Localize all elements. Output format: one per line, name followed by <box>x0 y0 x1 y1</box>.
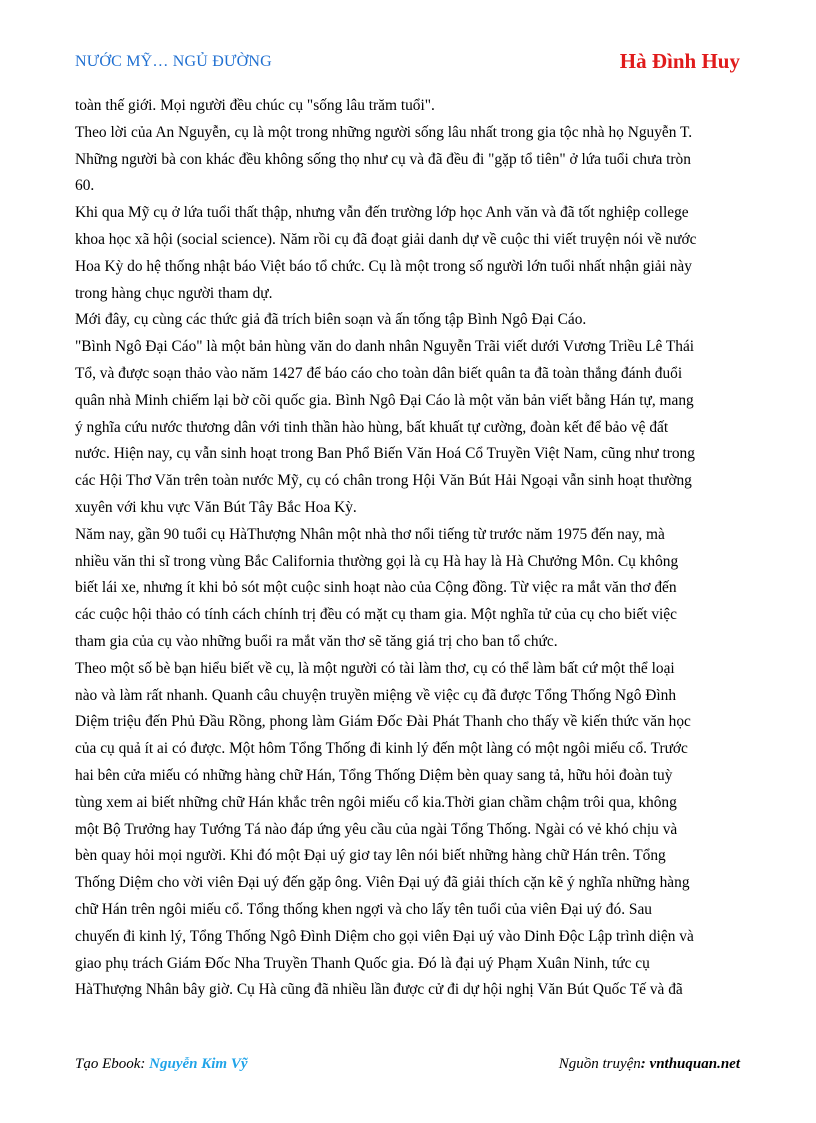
body-line: chuyến đi kinh lý, Tổng Thống Ngô Đình Diệm cho gọi viên Đại uý vào Dinh Độc Lập trình diện và <box>75 927 694 945</box>
body-line: hai bên cửa miếu có những hàng chữ Hán, Tổng Thống Diệm bèn quay sang tả, hữu hỏi đoàn tuỳ <box>75 766 673 784</box>
body-line: khoa học xã hội (social science). Năm rồi cụ đã đoạt giải danh dự về cuộc thi viết truyện nói về nước <box>75 230 697 248</box>
body-line: các Hội Thơ Văn trên toàn nước Mỹ, cụ có chân trong Hội Văn Bút Hải Ngoại vẫn sinh hoạt thường <box>75 472 692 490</box>
body-line: tham gia của cụ vào những buổi ra mắt văn thơ sẽ tăng giá trị cho ban tổ chức. <box>75 632 558 650</box>
body-line: Những người bà con khác đều không sống thọ như cụ và đã đều đi "gặp tổ tiên" ở lứa tuổi chưa tròn <box>75 150 691 168</box>
source-credit <box>559 1056 740 1073</box>
book-title: NƯỚC MỸ… NGỦ ĐƯỜNG <box>75 53 272 70</box>
body-line: các cuộc hội thảo có tính cách chính trị đều có mặt cụ tham gia. Một nghĩa tử của cụ cho biết việc <box>75 606 677 624</box>
source-site: vnthuquan.net <box>649 1056 740 1072</box>
body-line: Theo lời của An Nguyễn, cụ là một trong những người sống lâu nhất trong gia tộc nhà họ Nguyễn T. <box>75 123 693 141</box>
body-line: Diệm triệu đến Phủ Đầu Rồng, phong làm Giám Đốc Đài Phát Thanh cho thấy về kiến thức văn học <box>75 713 691 731</box>
body-line: nhiều văn thi sĩ trong vùng Bắc California thường gọi là cụ Hà hay là Hà Chưởng Môn. Cụ không <box>75 552 679 570</box>
body-line: "Bình Ngô Đại Cáo" là một bản hùng văn do danh nhân Nguyễn Trãi viết dưới Vương Triều Lê Thái <box>75 338 695 356</box>
body-line: toàn thế giới. Mọi người đều chúc cụ "sống lâu trăm tuổi". <box>75 97 435 114</box>
body-line: Hoa Kỳ do hệ thống nhật báo Việt báo tổ chức. Cụ là một trong số người lớn tuổi nhất nhận giải này <box>75 257 692 275</box>
body-text <box>75 93 755 1004</box>
source-credit-label: Nguồn truyện <box>558 1056 641 1072</box>
body-line: Khi qua Mỹ cụ ở lứa tuổi thất thập, nhưng vẫn đến trường lớp học Anh văn và đã tốt nghiệp college <box>75 204 689 222</box>
body-line: tùng xem ai biết những chữ Hán khắc trên ngôi miếu cổ kia.Thời gian chầm chậm trôi qua, không <box>75 793 677 811</box>
author-name: Hà Đình Huy <box>619 49 740 73</box>
body-line: của cụ quả ít ai có được. Một hôm Tổng Thống đi kinh lý đến một làng có một ngôi miếu cổ. Trước <box>75 740 688 758</box>
body-line: một Bộ Trưởng hay Tướng Tá nào đáp ứng yêu cầu của ngài Tổng Thống. Ngài có vẻ khó chịu và <box>75 820 678 838</box>
body-line: Theo một số bè bạn hiểu biết về cụ, là một người có tài làm thơ, cụ có thể làm bất cứ một thể loại <box>75 659 675 677</box>
body-line: giao phụ trách Giám Đốc Nha Truyền Thanh Quốc gia. Đó là đại uý Phạm Xuân Ninh, tức cụ <box>75 954 650 972</box>
body-line: trong hàng chục người tham dự. <box>75 284 273 302</box>
source-credit-separator: : <box>640 1056 650 1072</box>
body-line: ý nghĩa cứu nước thương dân với tinh thần hào hùng, bất khuất tự cường, đoàn kết để bảo vệ đất <box>75 418 669 436</box>
body-line: 60. <box>75 177 95 195</box>
body-line: bèn quay hỏi mọi người. Khi đó một Đại uý giơ tay lên nói biết những hàng chữ Hán trên. Tổng <box>75 847 666 865</box>
body-line: HàThượng Nhân bây giờ. Cụ Hà cũng đã nhiều lần được cử đi dự hội nghị Văn Bút Quốc Tế và đã <box>75 981 683 999</box>
body-line: nào và làm rất nhanh. Quanh câu chuyện truyền miệng về việc cụ đã được Tổng Thống Ngô Đình <box>75 686 677 704</box>
body-line: quân nhà Minh chiếm lại bờ cõi quốc gia. Bình Ngô Đại Cáo là một văn bản viết bằng Hán tự, mang <box>75 391 694 409</box>
body-line: Tổ, và được soạn thảo vào năm 1427 để báo cáo cho toàn dân biết quân ta đã toàn thắng đánh đuổi <box>75 364 683 382</box>
body-line: nước. Hiện nay, cụ vẫn sinh hoạt trong Ban Phổ Biến Văn Hoá Cổ Truyền Việt Nam, cũng như trong <box>75 445 695 463</box>
body-line: chữ Hán trên ngôi miếu cổ. Tổng thống khen ngợi và cho lấy tên tuổi của viên Đại uý đó. Sau <box>75 900 652 918</box>
body-line: biết lái xe, nhưng ít khi bỏ sót một cuộc sinh hoạt nào của Cộng đồng. Từ việc ra mắt văn thơ đến <box>75 579 677 597</box>
ebook-credit-separator: : <box>140 1056 150 1072</box>
body-line: xuyên với khu vực Văn Bút Tây Bắc Hoa Kỳ. <box>75 498 357 516</box>
ebook-credit-label: Tạo Ebook <box>75 1056 141 1072</box>
body-line: Mới đây, cụ cùng các thức giả đã trích biên soạn và ấn tống tập Bình Ngô Đại Cáo. <box>75 311 587 329</box>
body-line: Thống Diệm cho vời viên Đại uý đến gặp ông. Viên Đại uý đã giải thích cặn kẽ ý nghĩa những hàng <box>75 874 690 892</box>
ebook-creator-name: Nguyễn Kim Vỹ <box>149 1056 248 1072</box>
ebook-credit <box>75 1056 248 1073</box>
body-line: Năm nay, gần 90 tuổi cụ HàThượng Nhân một nhà thơ nổi tiếng từ trước năm 1975 đến nay, mà <box>75 525 665 543</box>
